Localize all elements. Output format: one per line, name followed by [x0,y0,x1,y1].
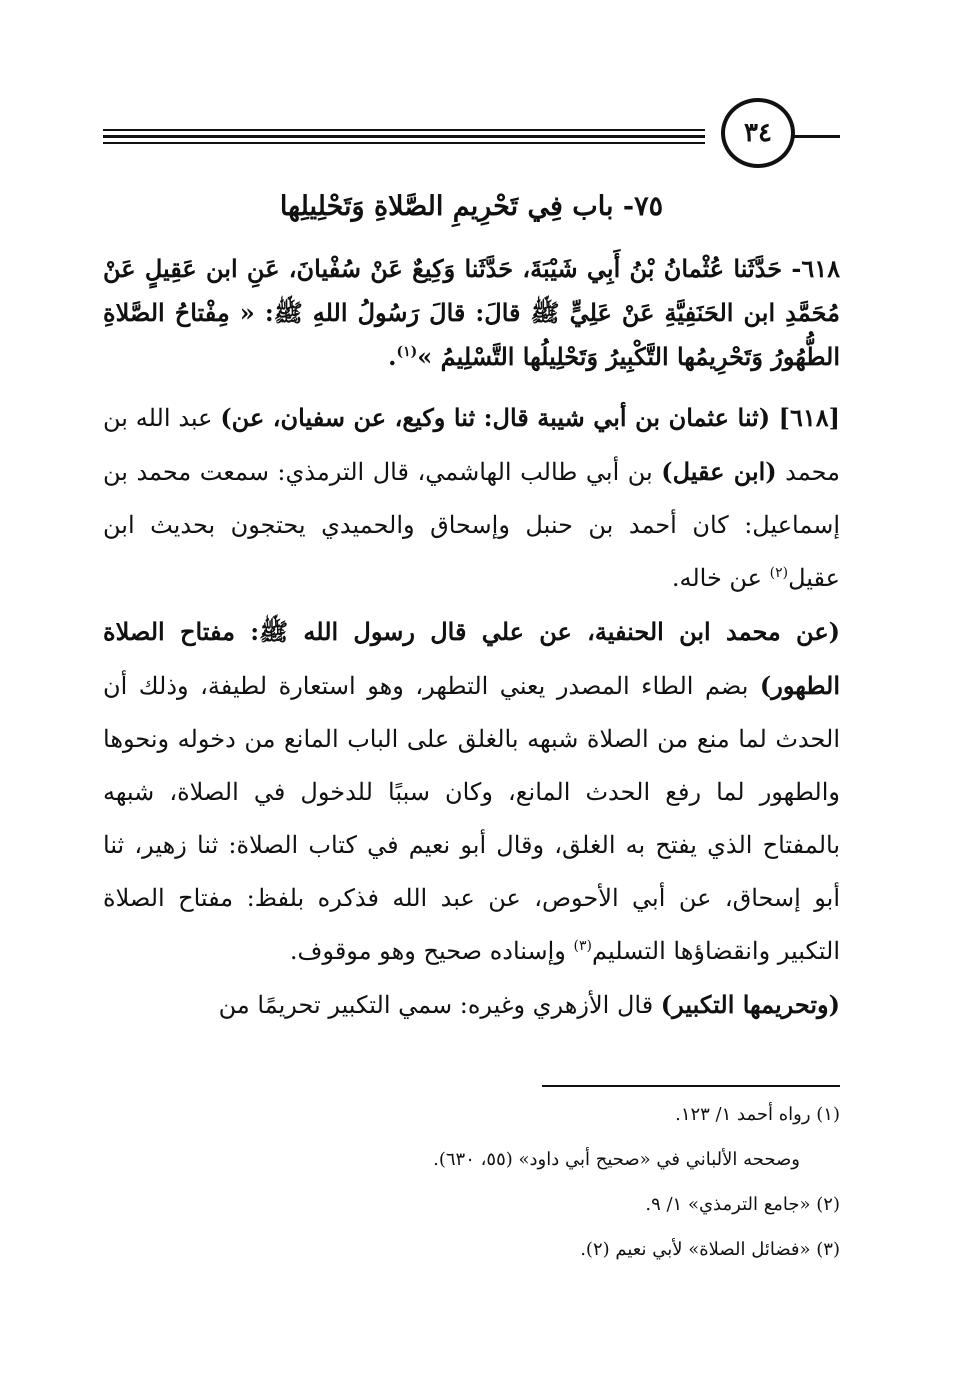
hadith-text: ٦١٨- حَدَّثَنا عُثْمانُ بْنُ أَبِي شَيْبَةَ، حَدَّثَنا وَكِيعٌ عَنْ سُفْيانَ، عَنِ ابن عَقِيلٍ عَنْ مُحَمَّدِ ابن الحَنَفِيَّةِ عَنْ عَلِيٍّ ﷺ قالَ: قالَ رَسُولُ اللهِ ﷺ: « مِفْتاحُ الصَّلاةِ الطُّهُورُ وَتَحْرِيمُها التَّكْبِيرُ وَتَحْلِيلُها التَّسْلِيمُ »$^{(١)}$. [103,254,840,371]
commentary-text: وإسناده صحيح وهو موقوف. [289,937,574,965]
commentary-bold: (عن محمد ابن الحنفية، عن علي قال رسول الله ﷺ: مفتاح الصلاة الطهور) [103,617,840,700]
footnote-ref: (٢) [769,565,789,581]
commentary-bold: (ابن عقيل) [661,457,777,486]
commentary-paragraph [103,605,840,978]
footnote: وصححه الألباني في «صحيح أبي داود» (٥٥، ٦٣٠). [433,1149,800,1170]
page-header [103,98,840,168]
commentary-paragraph [103,978,840,1032]
footnote-ref: (٣) [573,938,592,954]
commentary-paragraph [103,391,840,605]
footnotes [103,1092,840,1272]
header-rule [103,142,705,144]
commentary-text: عبد الله بن محمد [103,404,841,486]
header-rule [103,135,705,138]
page-number: ٣٤ [721,98,795,168]
commentary-text: بن أبي طالب الهاشمي، قال الترمذي: سمعت محمد بن إسماعيل: كان أحمد بن حنبل وإسحاق والحميدي يحتجون بحديث ابن عقيل [103,458,840,592]
commentary-text: قال الأزهري وغيره: سمي التكبير تحريمًا من [218,991,661,1019]
commentary-text: عن خاله. [671,564,770,592]
hadith-body: ٦١٨- حَدَّثَنا عُثْمانُ بْنُ أَبِي شَيْبَةَ، حَدَّثَنا وَكِيعٌ عَنْ سُفْيانَ، عَنِ ابن عَقِيلٍ عَنْ مُحَمَّدِ ابن الحَنَفِيَّةِ عَنْ عَلِيٍّ ﷺ قالَ: قالَ رَسُولُ اللهِ ﷺ: « مِفْتاحُ الصَّلاةِ الطُّهُورُ وَتَحْرِيمُها التَّكْبِيرُ وَتَحْلِيلُها التَّسْلِيمُ » [103,254,840,371]
page-body [103,185,840,1032]
commentary-bold: (وتحريمها التكبير) [660,990,840,1019]
commentary-bold: [٦١٨] (ثنا عثمان بن أبي شيبة قال: ثنا وكيع، عن سفيان، عن) [220,403,841,432]
chapter-title: ٧٥- باب فِي تَحْرِيمِ الصَّلاةِ وَتَحْلِيلِها [279,191,664,222]
footnote: (١) رواه أحمد ١/ ١٢٣. [675,1104,840,1125]
footnote-ref: (١) [396,344,418,360]
footnote: (٢) «جامع الترمذي» ١/ ٩. [645,1194,840,1215]
commentary-text: بضم الطاء المصدر يعني التطهر، وهو استعارة لطيفة، وذلك أن الحدث لما منع من الصلاة شبهه بالغلق على الباب المانع من دخوله ونحوها والطهور لما رفع الحدث المانع، وكان سببًا للدخول في الصلاة، شبهه بالمفتاح الذي يفتح به الغلق، وقال أبو نعيم في كتاب الصلاة: ثنا زهير، ثنا أبو إسحاق، عن أبي الأحوص، عن عبد الله فذكره بلفظ: مفتاح الصلاة التكبير وانقضاؤها التسليم [103,672,841,965]
footnote: (٣) «فضائل الصلاة» لأبي نعيم (٢). [580,1239,840,1260]
footnote-separator [542,1085,840,1087]
header-rule [103,129,705,131]
